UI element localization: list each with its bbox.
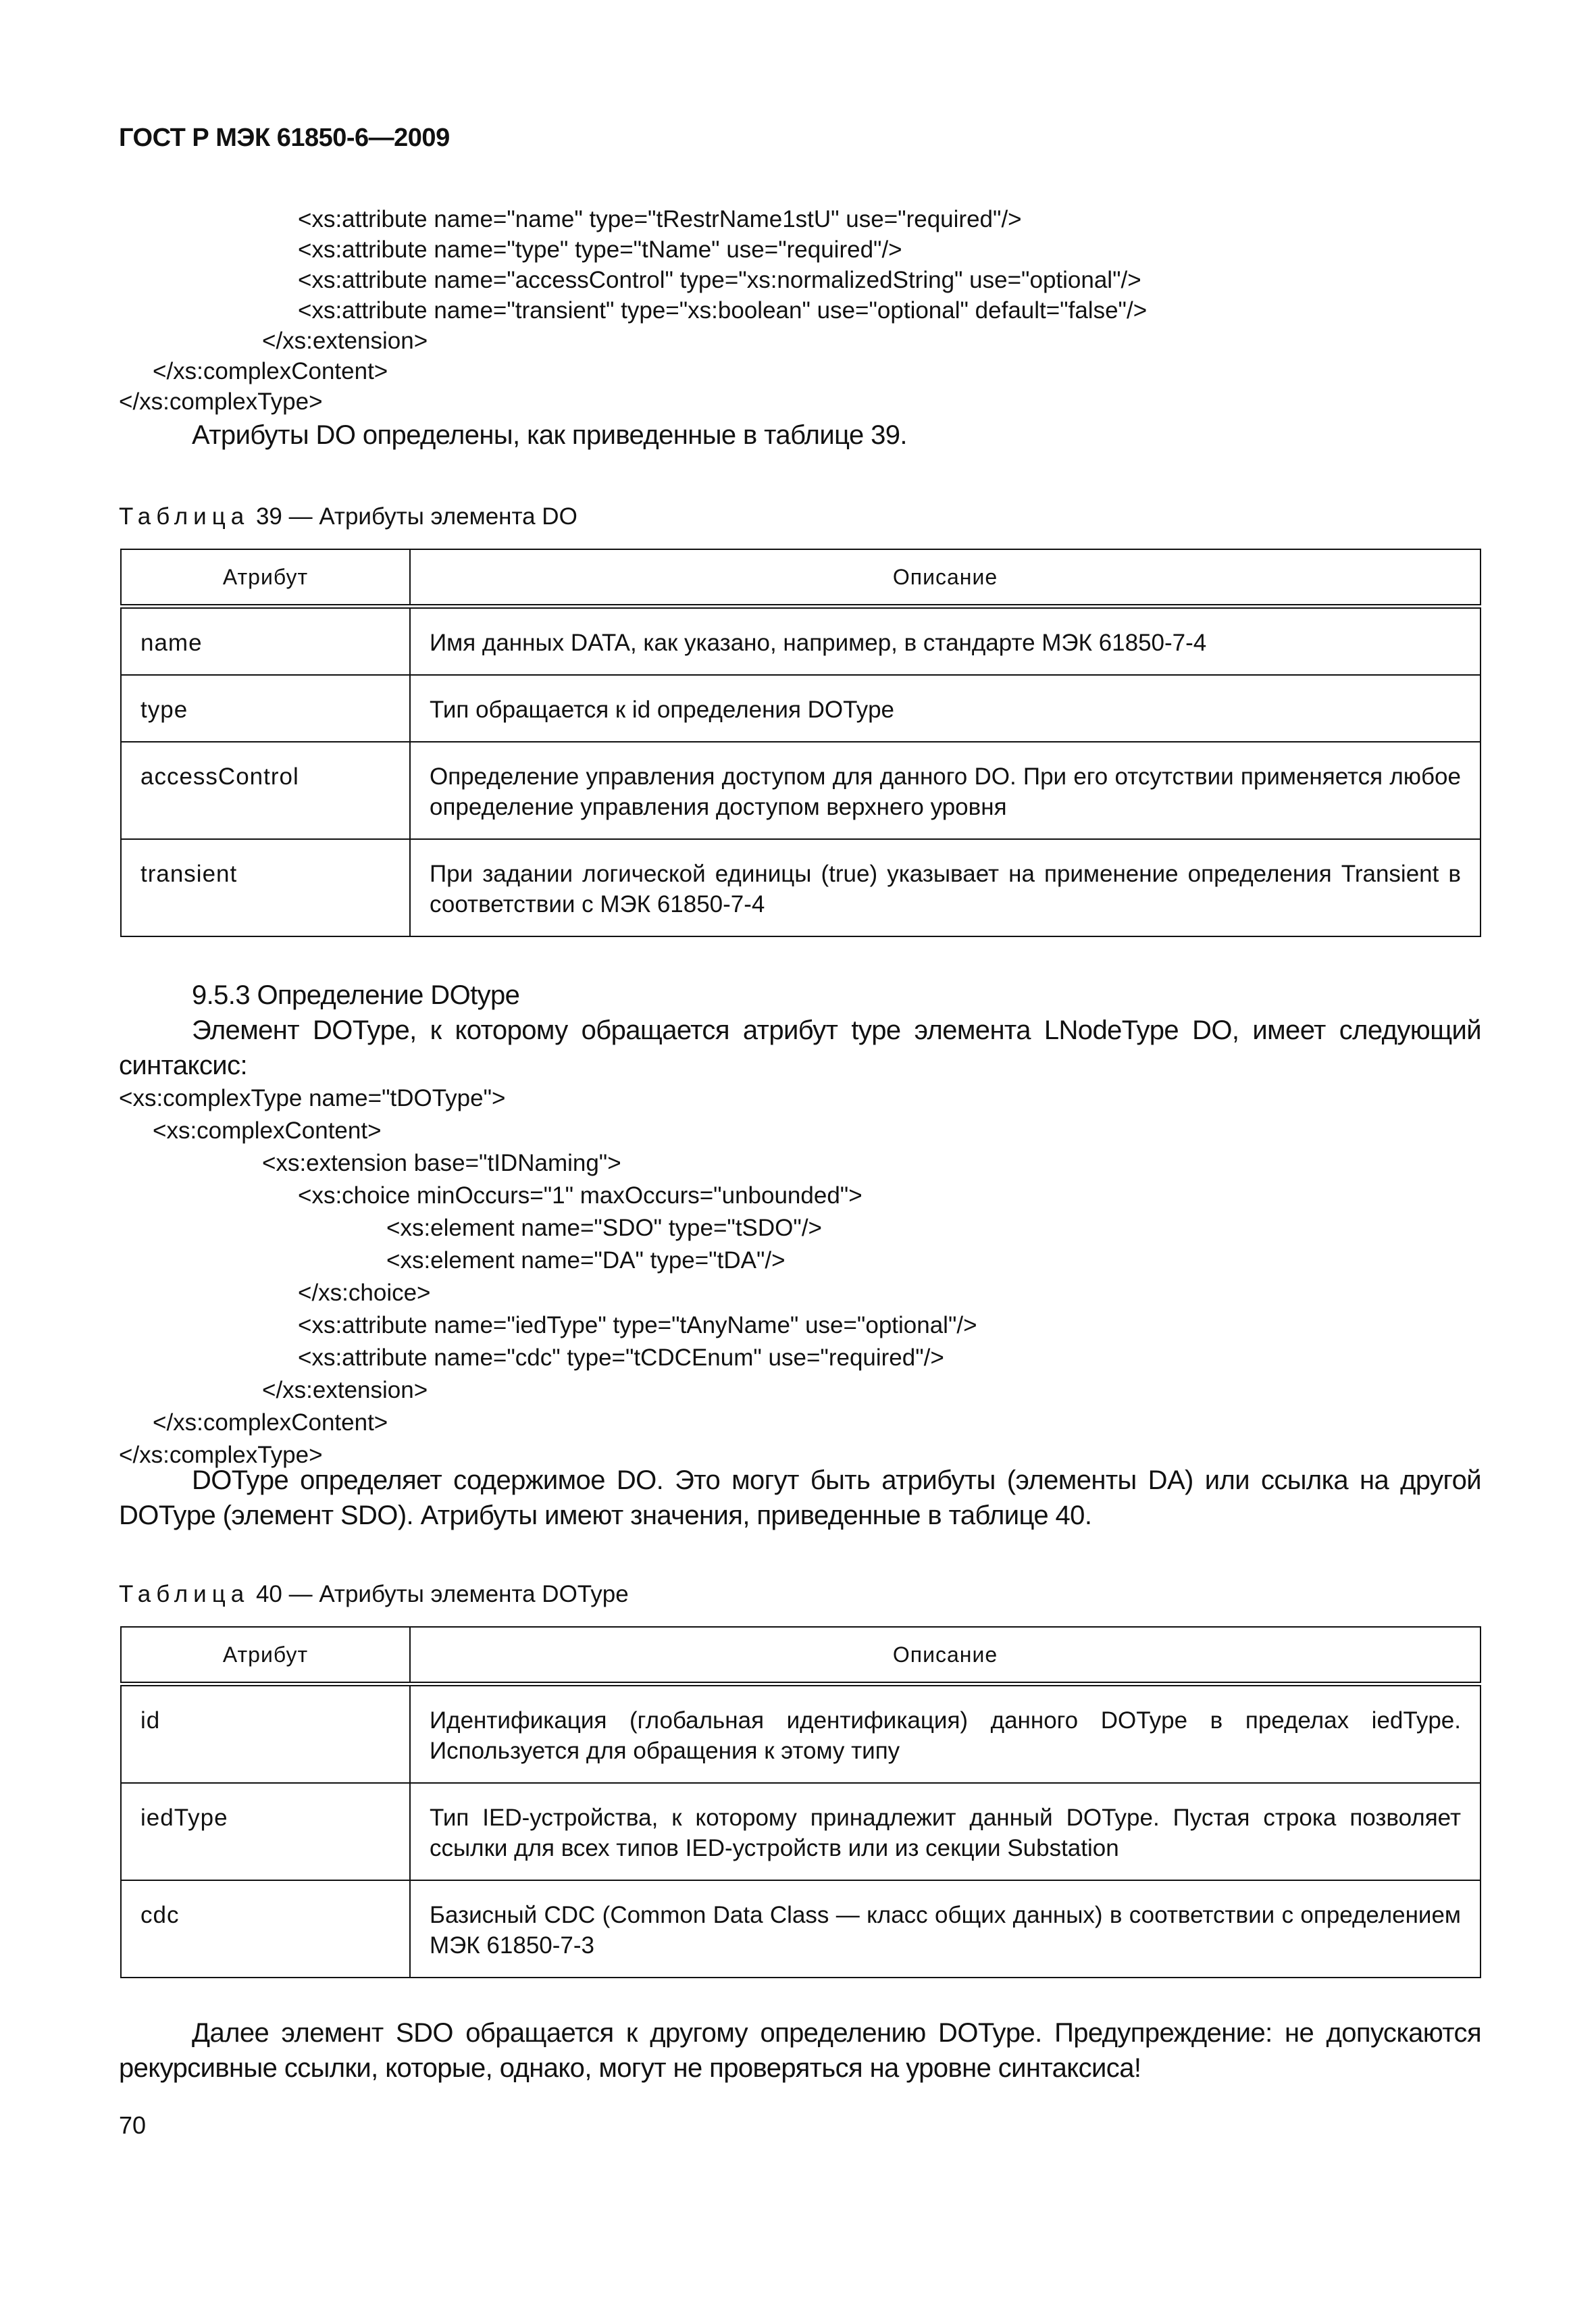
description-cell: Определение управления доступом для данного DO. При его отсутствии применяется любое определение управления доступом верхнего уровня [410, 742, 1481, 839]
paragraph: Атрибуты DO определены, как приведенные в таблице 39. [192, 420, 907, 450]
paragraph: Далее элемент SDO обращается к другому определению DOType. Предупреждение: не допускаются рекурсивные ссылки, которые, однако, могут не проверяться на уровне синтаксиса! [119, 2018, 1481, 2083]
code-line: <xs:attribute name="transient" type="xs:boolean" use="optional" default="false"/> [298, 297, 1148, 324]
table-row [121, 839, 1481, 936]
code-line: </xs:complexType> [119, 1442, 323, 1468]
table-caption [119, 1581, 629, 1608]
attribute-cell: id [121, 1684, 410, 1784]
section-title: 9.5.3 Определение DOtype [192, 980, 520, 1010]
description-cell: Имя данных DATA, как указано, например, в стандарте МЭК 61850-7-4 [410, 607, 1481, 676]
table-header-attribute: Атрибут [121, 1627, 410, 1684]
page-number: 70 [119, 2111, 147, 2139]
code-line: <xs:choice minOccurs="1" maxOccurs="unbounded"> [298, 1182, 863, 1209]
table-row [121, 1684, 1481, 1784]
attribute-cell: type [121, 675, 410, 742]
table-row [121, 607, 1481, 676]
table-caption-prefix: Таблица [119, 1581, 250, 1607]
table-caption-text: 39 — Атрибуты элемента DO [249, 503, 577, 530]
code-line: <xs:attribute name="iedType" type="tAnyName" use="optional"/> [298, 1312, 977, 1338]
code-line: </xs:complexType> [119, 388, 323, 415]
code-line: </xs:complexContent> [153, 1409, 388, 1436]
description-cell: Базисный CDC (Common Data Class — класс общих данных) в соответствии с определением МЭК 61850-7-3 [410, 1880, 1481, 1978]
table-row [121, 1880, 1481, 1978]
code-line: </xs:complexContent> [153, 358, 388, 384]
code-line: </xs:extension> [262, 1377, 428, 1403]
paragraph: DOType определяет содержимое DO. Это могут быть атрибуты (элементы DA) или ссылка на другой DOType (элемент SDO). Атрибуты имеют значения, приведенные в таблице 40. [119, 1465, 1481, 1530]
description-cell: При задании логической единицы (true) указывает на применение определения Transient в соответствии с МЭК 61850-7-4 [410, 839, 1481, 936]
code-line: <xs:attribute name="accessControl" type="xs:normalizedString" use="optional"/> [298, 267, 1141, 293]
table-caption-text: 40 — Атрибуты элемента DOType [249, 1581, 629, 1607]
description-cell: Тип IED-устройства, к которому принадлежит данный DOType. Пустая строка позволяет ссылки для всех типов IED-устройств или из секции Substation [410, 1783, 1481, 1880]
description-cell: Тип обращается к id определения DOType [410, 675, 1481, 742]
code-line: <xs:extension base="tIDNaming"> [262, 1150, 621, 1176]
table-header-description: Описание [410, 1627, 1481, 1684]
attribute-cell: cdc [121, 1880, 410, 1978]
attribute-cell: accessControl [121, 742, 410, 839]
table-row [121, 675, 1481, 742]
table-row [121, 1783, 1481, 1880]
table-header-attribute: Атрибут [121, 549, 410, 607]
attribute-cell: name [121, 607, 410, 676]
code-line: <xs:complexType name="tDOType"> [119, 1085, 506, 1111]
table-header-description: Описание [410, 549, 1481, 607]
table-row [121, 742, 1481, 839]
table-40 [120, 1626, 1481, 1978]
code-line: </xs:choice> [298, 1280, 431, 1306]
code-line: <xs:attribute name="cdc" type="tCDCEnum" use="required"/> [298, 1344, 944, 1371]
code-line: <xs:attribute name="type" type="tName" use="required"/> [298, 236, 902, 263]
code-line: <xs:complexContent> [153, 1117, 382, 1144]
table-caption-prefix: Таблица [119, 503, 250, 530]
code-line: <xs:element name="DA" type="tDA"/> [386, 1247, 786, 1274]
table-39 [120, 549, 1481, 937]
paragraph: Элемент DOType, к которому обращается атрибут type элемента LNodeType DO, имеет следующий синтаксис: [119, 1015, 1481, 1080]
table-caption [119, 503, 577, 530]
attribute-cell: transient [121, 839, 410, 936]
code-line: </xs:extension> [262, 328, 428, 354]
code-line: <xs:attribute name="name" type="tRestrName1stU" use="required"/> [298, 206, 1022, 232]
attribute-cell: iedType [121, 1783, 410, 1880]
code-line: <xs:element name="SDO" type="tSDO"/> [386, 1215, 822, 1241]
description-cell: Идентификация (глобальная идентификация) данного DOType в пределах iedType. Используется для обращения к этому типу [410, 1684, 1481, 1784]
document-header: ГОСТ Р МЭК 61850-6—2009 [119, 124, 450, 152]
